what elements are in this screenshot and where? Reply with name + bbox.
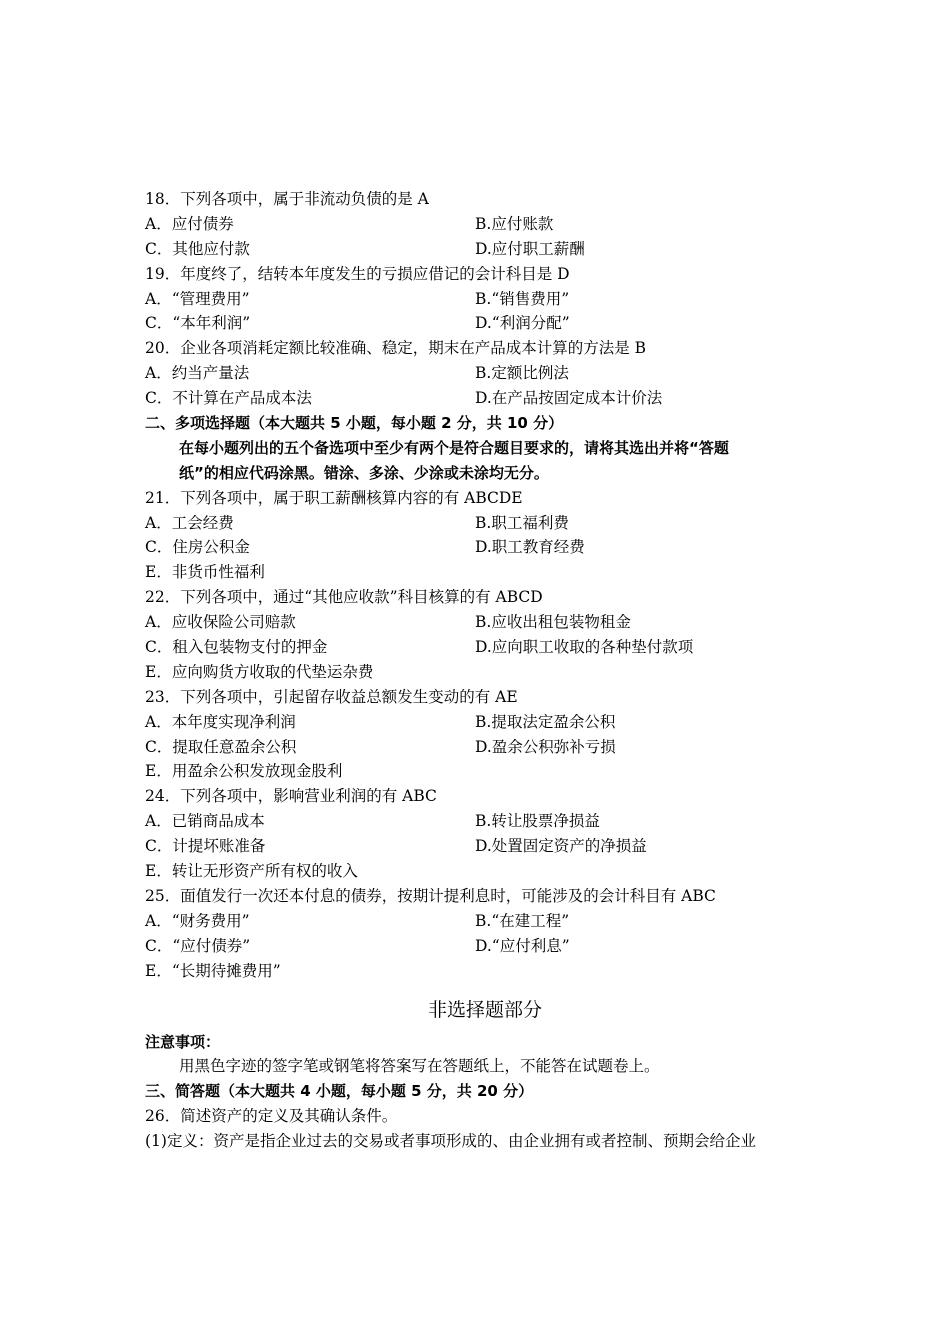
notice-label: 注意事项： <box>145 1032 221 1051</box>
question-18-options-cd <box>145 237 825 262</box>
option-a: A．“管理费用” <box>145 289 250 308</box>
option-e: E．用盈余公积发放现金股利 <box>145 762 343 781</box>
option-a: A．应收保险公司赔款 <box>145 613 296 632</box>
option-b: B.应付账款 <box>475 214 554 233</box>
question-24-stem: 24．下列各项中，影响营业利润的有 ABC <box>145 787 437 806</box>
question-25-options-ab <box>145 909 825 934</box>
option-d: D.在产品按固定成本计价法 <box>475 389 663 408</box>
option-d: D.处置固定资产的净损益 <box>475 837 647 856</box>
option-b: B.“在建工程” <box>475 911 570 930</box>
question-18-options-ab <box>145 212 825 237</box>
question-23-options-ab <box>145 710 825 735</box>
question-25-options-cd <box>145 934 825 959</box>
part-2-title: 非选择题部分 <box>427 998 542 1021</box>
section-2-title: 二、多项选择题（本大题共 5 小题，每小题 2 分，共 10 分） <box>145 414 564 433</box>
option-c: C．租入包装物支付的押金 <box>145 638 328 657</box>
question-22-options-ab <box>145 610 825 635</box>
option-b: B.职工福利费 <box>475 513 569 532</box>
option-d: D.“应付利息” <box>475 936 570 955</box>
question-19-options-cd <box>145 311 825 336</box>
option-d: D.职工教育经费 <box>475 538 585 557</box>
option-d: D.盈余公积弥补亏损 <box>475 737 616 756</box>
option-a: A．应付债券 <box>145 214 234 233</box>
option-c: C．“本年利润” <box>145 314 251 333</box>
option-c: C．“应付债券” <box>145 936 251 955</box>
question-22-options-cd <box>145 635 825 660</box>
question-19-options-ab <box>145 287 825 312</box>
option-d: D.应向职工收取的各种垫付款项 <box>475 638 694 657</box>
option-a: A．工会经费 <box>145 513 234 532</box>
option-d: D.应付职工薪酬 <box>475 239 585 258</box>
question-19-stem: 19．年度终了，结转本年度发生的亏损应借记的会计科目是 D <box>145 264 570 283</box>
option-a: A．已销商品成本 <box>145 812 265 831</box>
option-b: B.应收出租包装物租金 <box>475 613 631 632</box>
option-c: C．不计算在产品成本法 <box>145 389 312 408</box>
option-a: A．“财务费用” <box>145 911 250 930</box>
option-b: B.转让股票净损益 <box>475 812 600 831</box>
question-23-options-cd <box>145 735 825 760</box>
question-21-options-cd <box>145 535 825 560</box>
section-2-instructions-line2: 纸”的相应代码涂黑。错涂、多涂、少涂或未涂均无分。 <box>179 463 549 482</box>
section-3-title: 三、简答题（本大题共 4 小题，每小题 5 分，共 20 分） <box>145 1082 534 1101</box>
option-a: A．本年度实现净利润 <box>145 712 296 731</box>
question-25-stem: 25．面值发行一次还本付息的债券，按期计提利息时，可能涉及的会计科目有 ABC <box>145 886 716 905</box>
option-c: C．计提坏账准备 <box>145 837 266 856</box>
question-24-options-cd <box>145 834 825 859</box>
notice-text: 用黑色字迹的签字笔或钢笔将答案写在答题纸上，不能答在试题卷上。 <box>179 1057 660 1076</box>
question-20-options-ab <box>145 361 825 386</box>
option-c: C．住房公积金 <box>145 538 250 557</box>
question-20-stem: 20．企业各项消耗定额比较准确、稳定，期末在产品成本计算的方法是 B <box>145 339 647 358</box>
option-c: C．其他应付款 <box>145 239 250 258</box>
option-b: B.提取法定盈余公积 <box>475 712 616 731</box>
question-26-answer-line1: (1)定义：资产是指企业过去的交易或者事项形成的、由企业拥有或者控制、预期会给企业 <box>145 1132 756 1151</box>
option-e: E．转让无形资产所有权的收入 <box>145 862 358 881</box>
option-a: A．约当产量法 <box>145 364 250 383</box>
question-24-options-ab <box>145 809 825 834</box>
option-e: E．非货币性福利 <box>145 563 265 582</box>
option-e: E．“长期待摊费用” <box>145 961 281 980</box>
option-b: B.定额比例法 <box>475 364 569 383</box>
exam-page <box>145 187 825 1154</box>
question-21-options-ab <box>145 511 825 536</box>
option-b: B.“销售费用” <box>475 289 570 308</box>
option-c: C．提取任意盈余公积 <box>145 737 297 756</box>
question-20-options-cd <box>145 386 825 411</box>
question-18-stem: 18．下列各项中，属于非流动负债的是 A <box>145 190 429 208</box>
question-23-stem: 23．下列各项中，引起留存收益总额发生变动的有 AE <box>145 687 518 706</box>
section-2-instructions-line1: 在每小题列出的五个备选项中至少有两个是符合题目要求的，请将其选出并将“答题 <box>179 438 729 457</box>
question-21-stem: 21．下列各项中，属于职工薪酬核算内容的有 ABCDE <box>145 488 523 507</box>
option-e: E．应向购货方收取的代垫运杂费 <box>145 662 374 681</box>
question-26-stem: 26．简述资产的定义及其确认条件。 <box>145 1107 398 1126</box>
option-d: D.“利润分配” <box>475 314 570 333</box>
question-22-stem: 22．下列各项中，通过“其他应收款”科目核算的有 ABCD <box>145 588 543 607</box>
